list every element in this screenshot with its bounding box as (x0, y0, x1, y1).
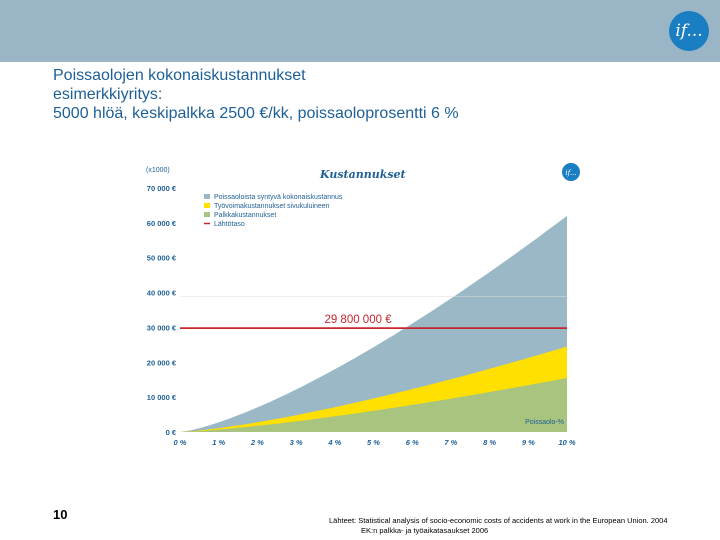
title-line-2: esimerkkiyritys: (53, 86, 163, 103)
x-tick-label: 6 % (405, 438, 419, 447)
source-line-1: Lähteet: Statistical analysis of socio-economic costs of accidents at work in the European Union. 2004 (329, 516, 668, 525)
x-tick-label: 9 % (521, 438, 535, 447)
y-tick-label: 50 000 € (146, 253, 176, 263)
x-tick-label: 5 % (367, 438, 380, 447)
page-number: 10 (53, 507, 68, 522)
y-tick-label: 30 000 € (146, 323, 176, 333)
source-line-2: EK:n palkka- ja työaikatasaukset 2006 (361, 526, 489, 535)
y-tick-label: 10 000 € (146, 393, 176, 403)
x-tick-label: 7 % (444, 438, 458, 447)
y-tick-label: 40 000 € (146, 288, 176, 298)
y-tick-label: 0 € (165, 428, 176, 437)
x-tick-label: 2 % (250, 438, 264, 447)
x-tick-label: 0 % (173, 438, 187, 447)
legend-label: Poissaoloista syntyvä kokonaiskustannus (214, 194, 343, 201)
y-tick-label: 70 000 € (146, 184, 176, 193)
x-axis-label: Poissaolo-% (525, 419, 564, 426)
source-note (329, 516, 668, 536)
legend-swatch (204, 212, 210, 217)
unit-label: (x1000) (146, 167, 170, 174)
x-tick-label: 4 % (328, 438, 342, 447)
x-tick-label: 3 % (289, 438, 303, 447)
legend-swatch (204, 194, 210, 199)
x-tick-label: 10 % (558, 438, 576, 447)
legend-label: Palkkakustannukset (214, 212, 277, 219)
title-line-1: Poissaolojen kokonaiskustannukset (53, 67, 306, 84)
header-band (0, 0, 720, 62)
legend-label: Työvoimakustannukset sivukuluineen (214, 203, 330, 210)
title-line-3: 5000 hlöä, keskipalkka 2500 €/kk, poissaoloprosentti 6 % (53, 105, 459, 122)
x-tick-label: 1 % (212, 438, 226, 447)
legend-label: Lähtötaso (214, 221, 245, 228)
baseline-label: 29 800 000 € (324, 314, 392, 327)
if-logo: if... (669, 11, 709, 51)
chart-title: Kustannukset (320, 168, 406, 181)
slide-title (53, 66, 613, 123)
x-tick-label: 8 % (483, 438, 497, 447)
legend-swatch (204, 203, 210, 208)
y-tick-label: 60 000 € (146, 218, 176, 228)
chart-logo-text: if... (565, 169, 577, 177)
cost-area-chart (130, 158, 590, 458)
y-tick-label: 20 000 € (146, 358, 176, 368)
